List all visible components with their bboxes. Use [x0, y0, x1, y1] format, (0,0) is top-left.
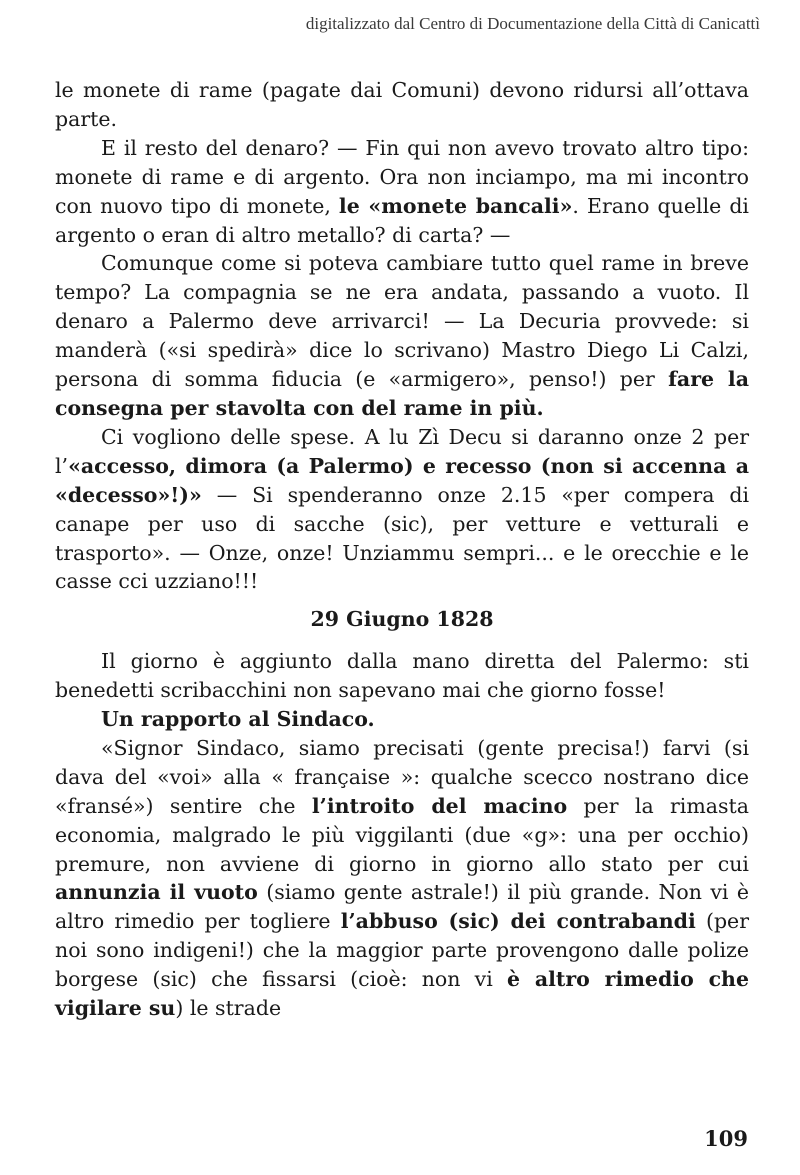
date-heading: 29 Giugno 1828: [310, 607, 494, 632]
paragraph-6-text-e: (siamo gente astrale!) il più grande. Non vi è altro rimedio per togliere: [55, 880, 749, 934]
paragraph-6-text-g: (per noi sono indigeni!) che la maggior parte provengono dalle polize borgese (sic) che fissarsi (cioè: non vi: [55, 909, 749, 992]
paragraph-5: Il giorno è aggiunto dalla mano diretta del Palermo: sti benedetti scribacchini non sapevano mai che giorno fosse!: [55, 649, 749, 703]
paragraph-6-bold-3: l’abbuso (sic) dei contrabandi: [340, 909, 696, 934]
paragraph-2-bold: le «monete bancali»: [338, 193, 573, 218]
paragraph-2: [55, 134, 749, 250]
paragraph-4-text-c: — Si spenderanno onze 2.15 «per compera di canape per uso di sacche (sic), per vetture e vetturali e trasporto». — Onze, onze! Unziammu sempri... e le orecchie e le casse cci uzziano!!!: [55, 482, 749, 594]
paragraph-4-bold: «accesso, dimora (a Palermo) e recesso (non si accenna a «decesso»!)»: [55, 453, 749, 507]
paragraph-4: [55, 423, 749, 596]
paragraph-3-text-a: Comunque come si poteva cambiare tutto quel rame in breve tempo? La compagnia se ne era andata, passando a vuoto. Il denaro a Palermo deve arrivarci! — La Decuria provvede: si manderà («si spedirà» dice lo scrivano) Mastro Diego Li Calzi, persona di somma fiducia (e «armigero», penso!) per: [55, 251, 749, 392]
page-number: 109: [704, 1126, 748, 1151]
paragraph-2-text-a: E il resto del denaro? — Fin qui non avevo trovato altro tipo: monete di rame e di argento. Ora non inciampo, ma mi incontro con nuovo tipo di monete,: [55, 135, 749, 218]
paragraph-6: [55, 734, 749, 1023]
paragraph-2-text-c: . Erano quelle di argento o eran di altro metallo? di carta? —: [55, 193, 749, 247]
digitization-header: digitalizzato dal Centro di Documentazione della Città di Canicattì: [305, 14, 760, 33]
paragraph-3: [55, 249, 749, 422]
paragraph-6-bold-4: è altro rimedio che vigilare su: [55, 967, 749, 1021]
paragraph-3-bold: fare la consegna per stavolta con del rame in più.: [55, 367, 749, 420]
paragraph-6-text-i: ) le strade: [175, 996, 282, 1021]
paragraph-6-bold-2: annunzia il vuoto: [55, 880, 258, 905]
paragraph-6-bold-1: l’introito del macino: [311, 793, 568, 818]
paragraph-4-text-a: Ci vogliono delle spese. A lu Zì Decu si daranno onze 2 per l’: [55, 424, 749, 478]
paragraph-6-text-c: per la rimasta economia, malgrado le più viggilanti (due «g»: una per occhio) premure, non avviene di giorno in giorno allo stato per cui: [55, 793, 749, 876]
body-text: [55, 76, 749, 1023]
paragraph-1: le monete di rame (pagate dai Comuni) devono ridursi all’ottava parte.: [55, 78, 749, 131]
section-subheading: Un rapporto al Sindaco.: [101, 707, 375, 732]
paragraph-6-text-a: «Signor Sindaco, siamo precisati (gente precisa!) farvi (si dava del «voi» alla « française »: qualche scecco nostrano dice «fransé») sentire che: [55, 735, 749, 818]
